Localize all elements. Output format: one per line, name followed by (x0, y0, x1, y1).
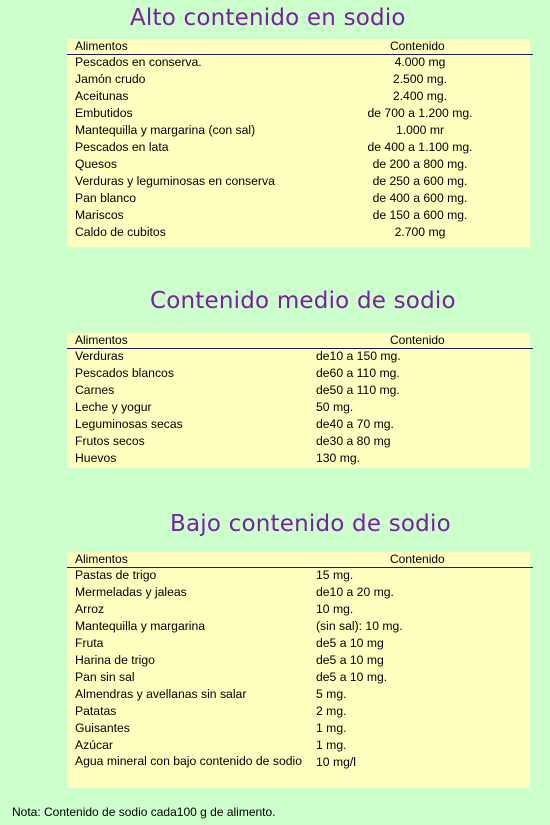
table-row (67, 703, 530, 720)
table-row (67, 618, 530, 635)
food-cell: Arroz (75, 602, 105, 616)
food-cell: Pescados en conserva. (75, 55, 202, 69)
content-cell: de5 a 10 mg (316, 636, 384, 650)
table-low-sodium (67, 552, 530, 788)
table-row (67, 601, 530, 618)
content-cell: de60 a 110 mg. (316, 366, 400, 380)
food-cell: Huevos (75, 451, 117, 465)
header-content: Contenido (390, 552, 445, 566)
content-cell: 1 mg. (316, 738, 347, 752)
food-cell: Mermeladas y jaleas (75, 585, 187, 599)
table-row (67, 416, 530, 433)
table-row (67, 105, 530, 122)
table-row (67, 190, 530, 207)
content-cell: de5 a 10 mg (316, 653, 384, 667)
content-cell: de5 a 10 mg. (316, 670, 388, 684)
content-cell: 4.000 mg (394, 55, 446, 69)
content-cell: 10 mg. (316, 602, 354, 616)
table-row (67, 365, 530, 382)
content-cell: de 700 a 1.200 mg. (367, 106, 473, 120)
content-cell: de10 a 150 mg. (316, 349, 401, 363)
content-cell: 1.000 mr (395, 123, 445, 137)
food-cell: Mantequilla y margarina (con sal) (75, 123, 256, 137)
food-cell: Embutidos (75, 106, 133, 120)
food-cell: Pan blanco (75, 191, 136, 205)
table-body (67, 348, 530, 467)
header-content: Contenido (390, 333, 445, 347)
table-header (67, 553, 530, 566)
header-content: Contenido (390, 39, 445, 53)
content-cell: de30 a 80 mg (316, 434, 391, 448)
table-row (67, 88, 530, 105)
section-title-high: Alto contenido en sodio (130, 5, 406, 31)
table-row (67, 584, 530, 601)
content-cell: de 400 a 600 mg. (372, 191, 468, 205)
food-cell: Caldo de cubitos (75, 225, 166, 239)
section-title-low: Bajo contenido de sodio (170, 511, 451, 537)
header-food: Alimentos (75, 333, 128, 347)
content-cell: (sin sal): 10 mg. (316, 619, 403, 633)
content-cell: de 150 a 600 mg. (372, 208, 468, 222)
table-row (67, 635, 530, 652)
content-cell: de 400 a 1.100 mg. (367, 140, 473, 154)
content-cell: 5 mg. (316, 687, 347, 701)
table-high-sodium (67, 39, 530, 247)
content-cell: 1 mg. (316, 721, 347, 735)
content-cell: 15 mg. (316, 568, 354, 582)
table-row (67, 754, 530, 785)
section-title-medium: Contenido medio de sodio (150, 288, 456, 314)
food-cell: Azúcar (75, 738, 113, 752)
content-cell: 2.700 mg (394, 225, 446, 239)
content-cell: 2.500 mg. (392, 72, 448, 86)
table-row (67, 737, 530, 754)
header-food: Alimentos (75, 552, 128, 566)
table-body (67, 54, 530, 241)
food-cell: Leguminosas secas (75, 417, 183, 431)
table-header (67, 40, 530, 53)
food-cell: Frutos secos (75, 434, 145, 448)
food-cell: Patatas (75, 704, 117, 718)
food-cell: Carnes (75, 383, 115, 397)
table-row (67, 139, 530, 156)
table-medium-sodium (67, 333, 530, 468)
content-cell: de10 a 20 mg. (316, 585, 394, 599)
table-row (67, 450, 530, 467)
table-row (67, 433, 530, 450)
table-row (67, 567, 530, 584)
food-cell: Mariscos (75, 208, 124, 222)
table-row (67, 54, 530, 71)
table-row (67, 71, 530, 88)
food-cell: Agua mineral con bajo contenido de sodio (75, 754, 302, 768)
table-row (67, 173, 530, 190)
food-cell: Aceitunas (75, 89, 129, 103)
food-cell: Quesos (75, 157, 118, 171)
table-row (67, 156, 530, 173)
food-cell: Almendras y avellanas sin salar (75, 687, 247, 701)
content-cell: de 250 a 600 mg. (372, 174, 468, 188)
food-cell: Verduras (75, 349, 124, 363)
content-cell: 50 mg. (316, 400, 354, 414)
food-cell: Leche y yogur (75, 400, 152, 414)
table-row (67, 720, 530, 737)
food-cell: Pan sin sal (75, 670, 135, 684)
table-row (67, 399, 530, 416)
content-cell: 2 mg. (316, 704, 347, 718)
header-food: Alimentos (75, 39, 128, 53)
content-cell: 2.400 mg. (392, 89, 448, 103)
content-cell: 130 mg. (316, 451, 361, 465)
table-row (67, 652, 530, 669)
food-cell: Mantequilla y margarina (75, 619, 206, 633)
content-cell: de 200 a 800 mg. (372, 157, 468, 171)
food-cell: Pastas de trigo (75, 568, 157, 582)
food-cell: Pescados blancos (75, 366, 174, 380)
food-cell: Harina de trigo (75, 653, 155, 667)
table-row (67, 224, 530, 241)
table-row (67, 382, 530, 399)
footnote: Nota: Contenido de sodio cada100 g de alimento. (12, 805, 276, 819)
content-cell: de40 a 70 mg. (316, 417, 394, 431)
content-cell: de50 a 110 mg. (316, 383, 400, 397)
table-row (67, 207, 530, 224)
table-row (67, 686, 530, 703)
table-row (67, 348, 530, 365)
food-cell: Guisantes (75, 721, 130, 735)
food-cell: Pescados en lata (75, 140, 169, 154)
table-body (67, 567, 530, 785)
table-row (67, 122, 530, 139)
content-cell: 10 mg/l (316, 755, 356, 769)
food-cell: Verduras y leguminosas en conserva (75, 174, 275, 188)
food-cell: Jamón crudo (75, 72, 146, 86)
food-cell: Fruta (75, 636, 104, 650)
table-header (67, 334, 530, 347)
table-row (67, 669, 530, 686)
